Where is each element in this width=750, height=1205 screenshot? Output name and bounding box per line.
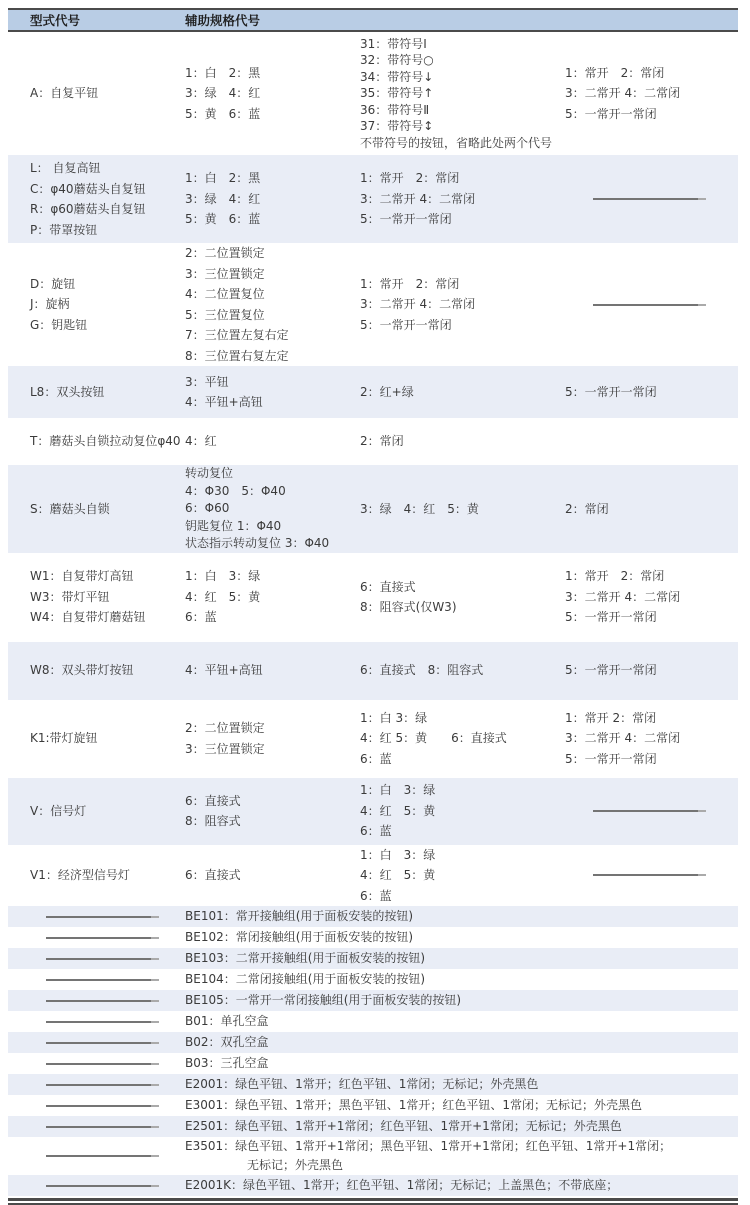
spec-cell-1 bbox=[185, 243, 360, 366]
text-line: W4：自复带灯蘑菇钮 bbox=[30, 610, 146, 625]
text-line: 6：蓝 bbox=[360, 824, 392, 839]
text-line: 5：一常开一常闭 bbox=[360, 317, 452, 332]
spec-cell-2 bbox=[360, 780, 565, 842]
text-line: 31：带符号Ⅰ bbox=[360, 37, 427, 52]
model-cell bbox=[8, 566, 185, 628]
spec-cell-1 bbox=[185, 168, 360, 230]
text-line: W1：自复带灯高钮 bbox=[30, 569, 134, 584]
dash-line bbox=[46, 916, 151, 918]
model-cell bbox=[8, 1105, 185, 1107]
dash-line bbox=[593, 304, 698, 306]
description-cell bbox=[185, 1117, 738, 1136]
text-line: 钥匙复位 1：Φ40 bbox=[185, 518, 282, 533]
text-line: E2501：绿色平钮、1常开+1常闭；红色平钮、1常开+1常闭；无标记；外壳黑色 bbox=[185, 1119, 622, 1133]
spec-code-table bbox=[8, 8, 738, 1205]
spec-cell-3 bbox=[565, 810, 738, 812]
model-cell bbox=[8, 431, 185, 452]
list-row-e3501 bbox=[8, 1137, 738, 1175]
text-line: P：带罩按钮 bbox=[30, 222, 98, 237]
dash-line bbox=[46, 1042, 151, 1044]
model-cell bbox=[8, 1155, 185, 1157]
table-row-k1 bbox=[8, 700, 738, 778]
text-line: 5：一常开一常闭 bbox=[565, 384, 657, 399]
text-line: 1：常开 2：常闭 bbox=[565, 65, 665, 80]
dash-line bbox=[46, 1063, 151, 1065]
text-line: 6：直接式 bbox=[360, 579, 416, 594]
text-line: 6：直接式 8：阻容式 bbox=[360, 663, 484, 678]
description-cell bbox=[185, 1137, 738, 1175]
text-line: E2001：绿色平钮、1常开；红色平钮、1常闭；无标记；外壳黑色 bbox=[185, 1077, 539, 1091]
text-line: BE103：二常开接触组(用于面板安装的按钮) bbox=[185, 951, 426, 965]
spec-cell-2 bbox=[360, 36, 565, 151]
text-line: 34：带符号↓ bbox=[360, 69, 434, 84]
spec-cell-1 bbox=[185, 660, 360, 681]
model-cell bbox=[8, 865, 185, 886]
text-line: 5：一常开一常闭 bbox=[360, 212, 452, 227]
text-line: 3：绿 4：红 5：黄 bbox=[360, 501, 479, 516]
description-cell bbox=[185, 1075, 738, 1094]
model-cell bbox=[8, 660, 185, 681]
text-line: 3：二常开 4：二常闭 bbox=[565, 731, 681, 746]
description-cell bbox=[185, 949, 738, 968]
model-cell bbox=[8, 1000, 185, 1002]
dash-line bbox=[46, 1155, 151, 1157]
text-line: BE102：常闭接触组(用于面板安装的按钮) bbox=[185, 930, 414, 944]
list-row-e3001 bbox=[8, 1095, 738, 1116]
text-line: E3001：绿色平钮、1常开；黑色平钮、1常开；红色平钮、1常闭；无标记；外壳黑色 bbox=[185, 1098, 643, 1112]
list-row-be101 bbox=[8, 906, 738, 927]
text-line: S：蘑菇头自锁 bbox=[30, 501, 110, 516]
text-line: L8：双头按钮 bbox=[30, 384, 105, 399]
dash-line bbox=[46, 1000, 151, 1002]
spec-cell-1 bbox=[185, 865, 360, 886]
text-line: BE104：二常闭接触组(用于面板安装的按钮) bbox=[185, 972, 426, 986]
text-line: V1：经济型信号灯 bbox=[30, 868, 130, 882]
text-line: 3：三位置锁定 bbox=[185, 266, 265, 281]
spec-cell-3 bbox=[565, 708, 738, 770]
text-line: 4：红 5：黄 bbox=[185, 589, 261, 604]
text-line: 3：三位置锁定 bbox=[185, 741, 265, 756]
spec-cell-3 bbox=[565, 566, 738, 628]
text-line: 3：平钮 bbox=[185, 374, 229, 389]
spec-cell-3 bbox=[565, 660, 738, 681]
spec-cell-3 bbox=[565, 198, 738, 200]
text-line: 4：平钮+高钮 bbox=[185, 663, 263, 678]
spec-cell-2 bbox=[360, 431, 565, 452]
spec-cell-2 bbox=[360, 499, 565, 520]
dash-line bbox=[46, 1185, 151, 1187]
model-cell bbox=[8, 158, 185, 240]
text-line: 7：三位置左复右定 bbox=[185, 328, 289, 342]
spec-cell-3 bbox=[565, 304, 738, 306]
text-line: L： 自复高钮 bbox=[30, 161, 101, 175]
list-row-b02 bbox=[8, 1032, 738, 1053]
text-line: 无标记；外壳黑色 bbox=[247, 1158, 344, 1172]
text-line: 8：三位置右复左定 bbox=[185, 348, 289, 363]
dash-line bbox=[593, 810, 698, 812]
text-line: 5：一常开一常闭 bbox=[565, 106, 657, 121]
model-cell bbox=[8, 1084, 185, 1086]
list-row-e2001 bbox=[8, 1074, 738, 1095]
text-line: 6：蓝 bbox=[185, 610, 217, 625]
list-row-be105 bbox=[8, 990, 738, 1011]
text-line: 35：带符号↑ bbox=[360, 86, 434, 101]
text-line: 1：常开 2：常闭 bbox=[360, 276, 460, 291]
text-line: G：钥匙钮 bbox=[30, 317, 88, 332]
text-line: 1：常开 2：常闭 bbox=[360, 171, 460, 186]
description-cell bbox=[185, 928, 738, 947]
text-line: E2001K：绿色平钮、1常开；红色平钮、1常闭；无标记；上盖黑色；不带底座； bbox=[185, 1178, 619, 1192]
text-line: 2：常闭 bbox=[360, 434, 404, 449]
text-line: 1：白 2：黑 bbox=[185, 171, 261, 186]
text-line: 4：Φ30 5：Φ40 bbox=[185, 483, 286, 498]
text-line: 4：红 5：黄 bbox=[360, 868, 436, 882]
text-line: W8：双头带灯按钮 bbox=[30, 663, 134, 678]
table-row-v bbox=[8, 778, 738, 845]
text-line: 3：二常开 4：二常闭 bbox=[565, 86, 681, 101]
spec-cell-3 bbox=[565, 874, 738, 876]
text-line: K1:带灯旋钮 bbox=[30, 731, 98, 746]
text-line: 1：白 3：绿 bbox=[360, 710, 428, 725]
list-row-e2501 bbox=[8, 1116, 738, 1137]
description-cell bbox=[185, 1054, 738, 1073]
spec-cell-1 bbox=[185, 791, 360, 832]
text-line: 3：绿 4：红 bbox=[185, 86, 261, 101]
text-line: 1：常开 2：常闭 bbox=[565, 710, 657, 725]
text-line: 1：白 3：绿 bbox=[360, 783, 436, 798]
list-row-be102 bbox=[8, 927, 738, 948]
model-cell bbox=[8, 1042, 185, 1044]
table-row-l8 bbox=[8, 366, 738, 418]
table-row-djg bbox=[8, 243, 738, 366]
spec-cell-1 bbox=[185, 465, 360, 553]
text-line: 6：直接式 bbox=[185, 793, 241, 808]
spec-cell-1 bbox=[185, 566, 360, 628]
text-line: 2：常闭 bbox=[565, 501, 609, 516]
text-line: 4：红 5：黄 bbox=[360, 803, 436, 818]
text-line: 2：红+绿 bbox=[360, 384, 414, 399]
description-cell bbox=[185, 1033, 738, 1052]
text-line: 3：二常开 4：二常闭 bbox=[360, 297, 476, 312]
text-line: 6：蓝 bbox=[360, 751, 392, 766]
spec-cell-2 bbox=[360, 168, 565, 230]
model-cell bbox=[8, 1185, 185, 1187]
text-line: R：φ60蘑菇头自复钮 bbox=[30, 202, 146, 216]
table-row-t bbox=[8, 418, 738, 465]
spec-cell-2 bbox=[360, 660, 565, 681]
spec-cell-2 bbox=[360, 382, 565, 403]
model-cell bbox=[8, 937, 185, 939]
spec-cell-3 bbox=[565, 63, 738, 125]
text-line: 1：白 2：黑 bbox=[185, 65, 261, 80]
table-row-w134 bbox=[8, 553, 738, 642]
spec-cell-1 bbox=[185, 63, 360, 125]
text-line: 不带符号的按钮，省略此处两个代号 bbox=[360, 135, 553, 150]
description-cell bbox=[185, 1176, 738, 1195]
description-cell bbox=[185, 970, 738, 989]
text-line: 5：一常开一常闭 bbox=[565, 663, 657, 678]
model-cell bbox=[8, 83, 185, 104]
description-cell bbox=[185, 1096, 738, 1115]
text-line: 37：带符号↕ bbox=[360, 119, 434, 134]
spec-cell-3 bbox=[565, 499, 738, 520]
text-line: 1：常开 2：常闭 bbox=[565, 569, 665, 584]
dash-line bbox=[593, 198, 698, 200]
spec-cell-2 bbox=[360, 274, 565, 336]
list-row-b03 bbox=[8, 1053, 738, 1074]
text-line: 8：阻容式(仅W3) bbox=[360, 600, 457, 614]
table-header-row bbox=[8, 10, 738, 32]
spec-cell-1 bbox=[185, 431, 360, 452]
dash-line bbox=[46, 1084, 151, 1086]
text-line: 36：带符号Ⅱ bbox=[360, 102, 430, 117]
text-line: 32：带符号○ bbox=[360, 53, 434, 68]
text-line: T：蘑菇头自锁拉动复位φ40 bbox=[30, 434, 181, 449]
text-line: V：信号灯 bbox=[30, 803, 87, 818]
text-line: J：旋柄 bbox=[30, 297, 70, 312]
dash-line bbox=[593, 874, 698, 876]
list-row-be104 bbox=[8, 969, 738, 990]
model-cell bbox=[8, 382, 185, 403]
text-line: 5：黄 6：蓝 bbox=[185, 106, 261, 121]
text-line: 2：二位置锁定 bbox=[185, 246, 265, 260]
text-line: 8：阻容式 bbox=[185, 814, 241, 828]
dash-line bbox=[46, 1021, 151, 1023]
model-cell bbox=[8, 979, 185, 981]
text-line: 6：Φ60 bbox=[185, 501, 230, 515]
header-model-code: 型式代号 bbox=[30, 13, 81, 28]
description-cell bbox=[185, 991, 738, 1010]
dash-line bbox=[46, 1105, 151, 1107]
text-line: 5：黄 6：蓝 bbox=[185, 212, 261, 227]
text-line: 状态指示转动复位 3：Φ40 bbox=[185, 536, 330, 550]
text-line: C：φ40蘑菇头自复钮 bbox=[30, 181, 146, 196]
model-cell bbox=[8, 958, 185, 960]
table-row-w8 bbox=[8, 642, 738, 700]
dash-line bbox=[46, 937, 151, 939]
text-line: 6：蓝 bbox=[360, 888, 392, 903]
text-line: 4：红 5：黄 6：直接式 bbox=[360, 731, 507, 746]
table-row-s bbox=[8, 465, 738, 553]
text-line: 3：二常开 4：二常闭 bbox=[565, 589, 681, 604]
text-line: A：自复平钮 bbox=[30, 86, 99, 101]
text-line: 4：二位置复位 bbox=[185, 287, 265, 301]
model-cell bbox=[8, 499, 185, 520]
text-line: 6：直接式 bbox=[185, 868, 241, 882]
text-line: B02：双孔空盒 bbox=[185, 1035, 269, 1049]
spec-cell-1 bbox=[185, 372, 360, 413]
text-line: 1：白 3：绿 bbox=[360, 847, 436, 862]
text-line: B03：三孔空盒 bbox=[185, 1056, 269, 1070]
dash-line bbox=[46, 958, 151, 960]
list-row-b01 bbox=[8, 1011, 738, 1032]
text-line: 5：一常开一常闭 bbox=[565, 610, 657, 625]
text-line: 5：一常开一常闭 bbox=[565, 751, 657, 766]
text-line: 3：二常开 4：二常闭 bbox=[360, 191, 476, 206]
spec-cell-2 bbox=[360, 577, 565, 618]
spec-cell-3 bbox=[565, 382, 738, 403]
text-line: 4：平钮+高钮 bbox=[185, 395, 263, 409]
text-line: 转动复位 bbox=[185, 466, 234, 480]
table-row-lcrp bbox=[8, 155, 738, 243]
text-line: BE101：常开接触组(用于面板安装的按钮) bbox=[185, 909, 414, 923]
model-cell bbox=[8, 801, 185, 822]
text-line: D：旋钮 bbox=[30, 276, 76, 291]
dash-line bbox=[46, 1126, 151, 1128]
model-cell bbox=[8, 1126, 185, 1128]
text-line: 3：绿 4：红 bbox=[185, 191, 261, 206]
text-line: 1：白 3：绿 bbox=[185, 569, 261, 584]
header-aux-spec-code: 辅助规格代号 bbox=[185, 13, 261, 28]
model-cell bbox=[8, 728, 185, 749]
dash-line bbox=[46, 979, 151, 981]
description-cell bbox=[185, 1012, 738, 1031]
table-row-v1 bbox=[8, 845, 738, 907]
text-line: E3501：绿色平钮、1常开+1常闭；黑色平钮、1常开+1常闭；红色平钮、1常开+1常闭； bbox=[185, 1139, 672, 1153]
text-line: BE105：一常开一常闭接触组(用于面板安装的按钮) bbox=[185, 993, 462, 1007]
model-cell bbox=[8, 916, 185, 918]
text-line: 2：二位置锁定 bbox=[185, 721, 265, 735]
text-line: W3：带灯平钮 bbox=[30, 589, 110, 604]
spec-cell-2 bbox=[360, 708, 565, 770]
spec-cell-2 bbox=[360, 845, 565, 907]
table-row-a bbox=[8, 32, 738, 155]
text-line: 4：红 bbox=[185, 434, 217, 449]
model-cell bbox=[8, 1021, 185, 1023]
list-row-e2001k bbox=[8, 1175, 738, 1196]
spec-cell-1 bbox=[185, 718, 360, 759]
model-cell bbox=[8, 274, 185, 336]
text-line: B01：单孔空盒 bbox=[185, 1014, 269, 1028]
model-cell bbox=[8, 1063, 185, 1065]
list-row-be103 bbox=[8, 948, 738, 969]
text-line: 5：三位置复位 bbox=[185, 307, 265, 322]
description-cell bbox=[185, 907, 738, 926]
